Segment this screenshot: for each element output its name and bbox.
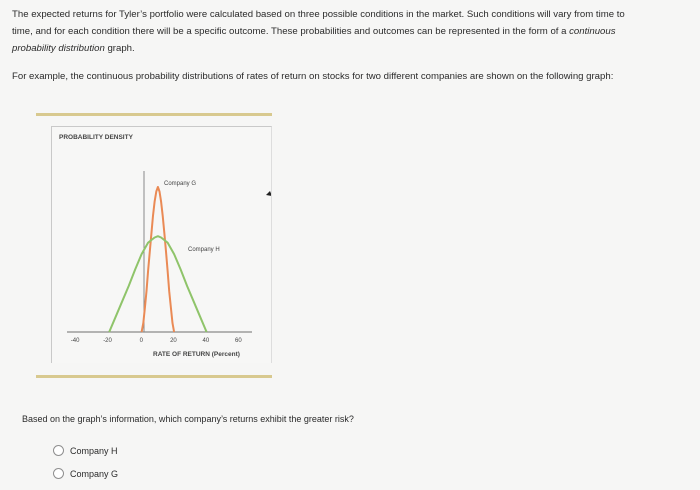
intro-italic-continuous: continuous (569, 26, 616, 37)
question-text: Based on the graph’s information, which company’s returns exhibit the greater risk? (22, 414, 354, 424)
x-axis-label: RATE OF RETURN (Percent) (153, 351, 240, 358)
intro-line-3-tail: graph. (107, 43, 135, 54)
radio-button[interactable] (53, 445, 64, 456)
intro-italic-probability-distribution: probability distribution (12, 43, 105, 54)
x-tick-label: 40 (202, 338, 210, 344)
option-label: Company H (70, 445, 118, 456)
rule-bottom (36, 375, 272, 378)
x-tick-label: -20 (103, 338, 112, 344)
company-g-annotation: Company G (164, 181, 197, 187)
data-series (109, 187, 206, 332)
intro-line-2-text: time, and for each condition there will be a specific outcome. These probabilities and outcomes can be represented in the form of a (12, 26, 567, 37)
y-axis-label: PROBABILITY DENSITY (59, 134, 133, 141)
company-h-annotation: Company H (188, 247, 220, 253)
intro-paragraph (12, 6, 684, 57)
intro-line-1: The expected returns for Tyler’s portfolio were calculated based on three possible conditions in the market. Such conditions will vary from time to (12, 9, 625, 20)
example-text: For example, the continuous probability distributions of rates of return on stocks for two different companies are shown on the following graph: (12, 71, 614, 82)
x-tick-label: 20 (170, 338, 177, 344)
option-label: Company G (70, 468, 119, 479)
chart-svg (52, 127, 271, 363)
company-g-curve (142, 187, 175, 332)
x-tick-label: 60 (235, 338, 242, 344)
x-tick-label: -40 (70, 338, 80, 344)
x-tick-label: 0 (139, 338, 143, 344)
intro-line-3 (12, 40, 684, 57)
chart-frame (51, 126, 272, 363)
intro-line-2 (12, 23, 684, 40)
option-company-g[interactable] (53, 468, 118, 479)
option-company-h[interactable] (53, 445, 118, 456)
cursor-arrow-icon (266, 191, 271, 196)
rule-top (36, 113, 272, 116)
x-tick-labels (71, 338, 243, 344)
radio-button[interactable] (53, 468, 64, 479)
